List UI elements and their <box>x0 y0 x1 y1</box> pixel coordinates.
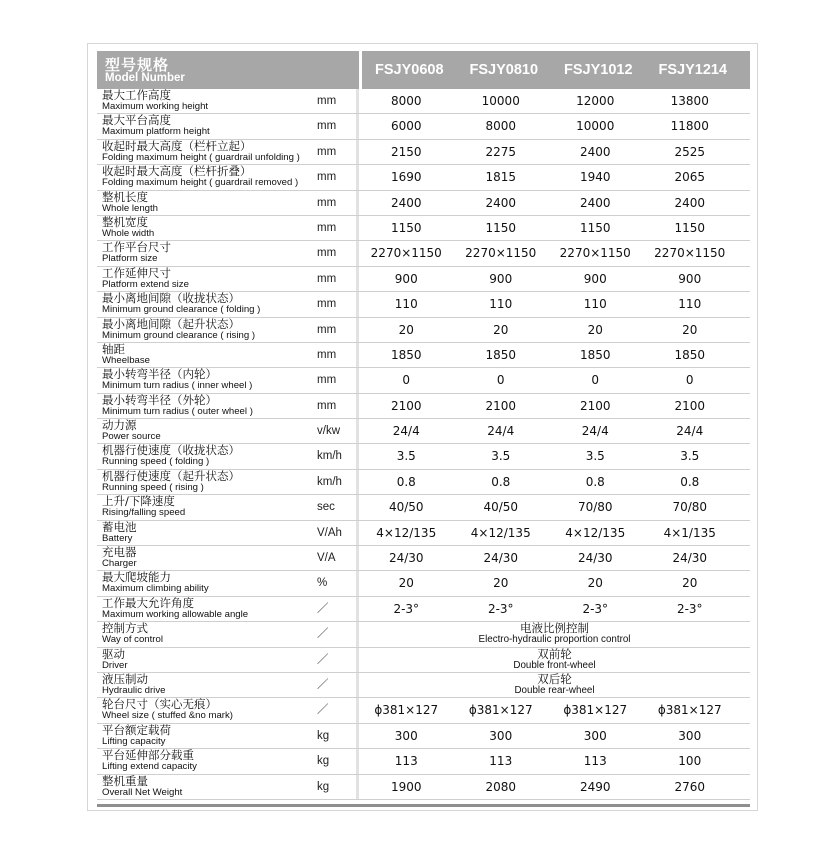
row-unit: ／ <box>315 673 359 697</box>
value-cell: 1850 <box>390 347 422 362</box>
row-unit: kg <box>315 775 359 799</box>
value-cell: 8000 <box>485 119 517 134</box>
value-cell: 24/4 <box>487 424 515 439</box>
value-cell: 0 <box>402 373 411 388</box>
row-unit: mm <box>315 394 359 418</box>
row-label-en: Charger <box>102 558 137 570</box>
value-cell: 2400 <box>390 195 422 210</box>
row-label-en: Folding maximum height ( guardrail unfolding ) <box>102 151 300 163</box>
row-label <box>97 673 315 697</box>
row-label-zh: 液压制动 <box>102 671 148 686</box>
table-row <box>97 292 750 317</box>
table-row <box>97 470 750 495</box>
row-label-zh: 动力源 <box>102 418 137 433</box>
value-cell: 110 <box>489 297 513 312</box>
row-label-zh: 驱动 <box>102 646 125 661</box>
row-label-zh: 最小离地间隙（起升状态） <box>102 316 240 331</box>
value-cell: 4×1/135 <box>663 525 716 540</box>
value-cell: 1150 <box>674 220 706 235</box>
spec-table <box>97 51 750 807</box>
table-row <box>97 394 750 419</box>
row-label-zh: 平台延伸部分载重 <box>102 748 194 763</box>
value-cell: 2275 <box>485 144 517 159</box>
row-unit: mm <box>315 216 359 240</box>
table-row <box>97 597 750 622</box>
value-cell: 2-3° <box>487 601 514 616</box>
row-label-zh: 轴距 <box>102 341 125 356</box>
value-cell: 2-3° <box>676 601 703 616</box>
value-cell: 113 <box>583 754 607 769</box>
row-unit: mm <box>315 318 359 342</box>
row-unit: ／ <box>315 597 359 621</box>
row-values <box>359 216 750 240</box>
value-cell: 40/50 <box>483 500 519 515</box>
row-label-en: Lifting extend capacity <box>102 761 197 773</box>
value-cell: 1150 <box>579 220 611 235</box>
row-label <box>97 724 315 748</box>
row-label-en: Rising/falling speed <box>102 507 186 519</box>
value-cell: 300 <box>678 728 702 743</box>
value-cell: 24/30 <box>577 551 613 566</box>
row-values <box>359 114 750 138</box>
table-row <box>97 749 750 774</box>
row-label <box>97 521 315 545</box>
table-row <box>97 89 750 114</box>
row-label <box>97 444 315 468</box>
value-cell: 2400 <box>485 195 517 210</box>
row-label-zh: 上升/下降速度 <box>102 494 175 509</box>
row-label-zh: 充电器 <box>102 545 137 560</box>
row-values <box>359 470 750 494</box>
row-unit: mm <box>315 165 359 189</box>
row-label-en: Whole length <box>102 202 158 214</box>
row-label-zh: 轮台尺寸（实心无痕） <box>102 697 217 712</box>
value-cell: 10000 <box>481 94 520 108</box>
row-values <box>359 673 750 697</box>
row-label <box>97 622 315 646</box>
row-label <box>97 749 315 773</box>
merged-value-en: Double rear-wheel <box>514 684 595 696</box>
value-cell: 110 <box>583 297 607 312</box>
row-values <box>359 318 750 342</box>
value-cell: ϕ381×127 <box>468 703 533 718</box>
value-cell: 1150 <box>390 220 422 235</box>
value-cell: 11800 <box>670 119 709 134</box>
value-cell: 2270×1150 <box>370 246 442 261</box>
row-label <box>97 495 315 519</box>
row-label-en: Overall Net Weight <box>102 786 183 798</box>
row-label-en: Minimum turn radius ( inner wheel ) <box>102 380 253 392</box>
row-values <box>359 546 750 570</box>
header-label-zh: 型号规格 <box>105 56 170 74</box>
model-header-4: FSJY1214 <box>658 62 728 78</box>
table-row <box>97 673 750 698</box>
model-header-3: FSJY1012 <box>563 62 633 78</box>
value-cell: 4×12/135 <box>470 525 531 540</box>
table-row <box>97 343 750 368</box>
value-cell: 113 <box>489 754 513 769</box>
row-unit: mm <box>315 241 359 265</box>
row-unit: ／ <box>315 698 359 722</box>
row-label <box>97 267 315 291</box>
row-label <box>97 114 315 138</box>
row-label <box>97 165 315 189</box>
value-cell: 1850 <box>485 347 517 362</box>
value-cell: 2-3° <box>582 601 609 616</box>
value-cell: 4×12/135 <box>565 525 626 540</box>
row-unit: sec <box>315 495 359 519</box>
row-unit: V/Ah <box>315 521 359 545</box>
value-cell: 1690 <box>390 170 422 185</box>
row-label <box>97 343 315 367</box>
table-row <box>97 140 750 165</box>
table-row <box>97 698 750 723</box>
value-cell: 2400 <box>579 144 611 159</box>
row-label-zh: 机器行使速度（收拢状态） <box>102 443 240 458</box>
value-cell: 2100 <box>674 398 706 413</box>
value-cell: 113 <box>394 754 418 769</box>
row-values <box>359 267 750 291</box>
row-label <box>97 470 315 494</box>
value-cell: 8000 <box>390 94 422 108</box>
value-cell: 1850 <box>674 347 706 362</box>
row-values <box>359 140 750 164</box>
table-row <box>97 267 750 292</box>
row-values <box>359 749 750 773</box>
value-cell: 13800 <box>670 94 709 108</box>
row-label-en: Wheel size ( stuffed &no mark) <box>102 710 233 722</box>
row-label-en: Maximum working height <box>102 101 209 112</box>
row-values <box>359 419 750 443</box>
row-label-en: Power source <box>102 431 161 443</box>
row-label-en: Minimum ground clearance ( folding ) <box>102 304 261 316</box>
header-label-en: Model Number <box>105 72 185 84</box>
row-label-zh: 平台额定载荷 <box>102 722 171 737</box>
value-cell: 20 <box>587 576 603 591</box>
row-unit: V/A <box>315 546 359 570</box>
table-row <box>97 444 750 469</box>
header-label-cell <box>97 51 359 89</box>
value-cell: 0.8 <box>491 474 511 489</box>
row-label-zh: 最小转弯半径（外轮） <box>102 392 217 407</box>
row-label-en: Wheelbase <box>102 354 150 366</box>
row-label-zh: 最大工作高度 <box>102 88 171 102</box>
table-header <box>97 51 750 89</box>
row-label <box>97 698 315 722</box>
table-row <box>97 724 750 749</box>
row-unit: mm <box>315 368 359 392</box>
row-label-en: Platform extend size <box>102 278 189 290</box>
table-row <box>97 546 750 571</box>
row-values <box>359 521 750 545</box>
row-label-zh: 工作延伸尺寸 <box>102 265 171 280</box>
row-label-en: Hydraulic drive <box>102 684 166 696</box>
table-body <box>97 89 750 800</box>
value-cell: 0 <box>591 373 600 388</box>
value-cell: 2100 <box>485 398 517 413</box>
row-label <box>97 571 315 595</box>
row-label-zh: 整机重量 <box>102 773 148 788</box>
value-cell: 3.5 <box>491 449 511 464</box>
value-cell: ϕ381×127 <box>657 703 722 718</box>
row-label-en: Driver <box>102 659 128 671</box>
value-cell: 24/30 <box>388 551 424 566</box>
merged-value-en: Electro-hydraulic proportion control <box>478 634 631 646</box>
row-unit: mm <box>315 191 359 215</box>
value-cell: 0.8 <box>680 474 700 489</box>
value-cell: 3.5 <box>680 449 700 464</box>
value-cell: 2080 <box>485 779 517 794</box>
value-cell: 24/30 <box>483 551 519 566</box>
value-cell: 24/4 <box>392 424 420 439</box>
row-label-zh: 蓄电池 <box>102 519 137 534</box>
table-row <box>97 521 750 546</box>
value-cell: 2270×1150 <box>465 246 537 261</box>
row-unit: mm <box>315 89 359 113</box>
value-cell: 2065 <box>674 170 706 185</box>
value-cell: 0 <box>685 373 694 388</box>
merged-value-cell <box>359 622 750 646</box>
table-row <box>97 648 750 673</box>
row-label <box>97 546 315 570</box>
value-cell: 1900 <box>390 779 422 794</box>
value-cell: 1850 <box>579 347 611 362</box>
value-cell: 2270×1150 <box>654 246 726 261</box>
row-label-zh: 整机长度 <box>102 189 148 204</box>
header-models <box>362 51 750 89</box>
value-cell: 300 <box>489 728 513 743</box>
value-cell: 1940 <box>579 170 611 185</box>
value-cell: 2400 <box>674 195 706 210</box>
merged-value-zh: 双后轮 <box>537 671 572 686</box>
row-label-en: Minimum turn radius ( outer wheel ) <box>102 405 253 417</box>
row-label-en: Platform size <box>102 253 158 265</box>
value-cell: 0 <box>496 373 505 388</box>
row-unit: mm <box>315 114 359 138</box>
value-cell: 20 <box>493 576 509 591</box>
table-row <box>97 495 750 520</box>
value-cell: 20 <box>682 576 698 591</box>
row-label-zh: 最大爬坡能力 <box>102 570 171 585</box>
value-cell: 24/4 <box>581 424 609 439</box>
row-unit: mm <box>315 292 359 316</box>
row-values <box>359 724 750 748</box>
row-label <box>97 216 315 240</box>
value-cell: 110 <box>394 297 418 312</box>
table-row <box>97 622 750 647</box>
value-cell: 900 <box>394 271 418 286</box>
row-label <box>97 241 315 265</box>
merged-value-cell <box>359 648 750 672</box>
row-label-zh: 整机宽度 <box>102 214 148 229</box>
value-cell: 900 <box>678 271 702 286</box>
value-cell: 10000 <box>576 119 615 134</box>
table-row <box>97 191 750 216</box>
value-cell: 300 <box>394 728 418 743</box>
value-cell: 3.5 <box>585 449 605 464</box>
bottom-rule <box>97 804 750 807</box>
row-label-en: Running speed ( folding ) <box>102 456 210 468</box>
row-label-en: Running speed ( rising ) <box>102 481 204 493</box>
row-values <box>359 622 750 646</box>
table-row <box>97 216 750 241</box>
value-cell: 70/80 <box>672 500 708 515</box>
row-label-en: Folding maximum height ( guardrail removed ) <box>102 177 299 189</box>
row-values <box>359 89 750 113</box>
value-cell: 1815 <box>485 170 517 185</box>
value-cell: 2100 <box>390 398 422 413</box>
row-label <box>97 368 315 392</box>
row-unit: mm <box>315 267 359 291</box>
value-cell: 900 <box>583 271 607 286</box>
row-label <box>97 394 315 418</box>
row-values <box>359 495 750 519</box>
row-unit: mm <box>315 140 359 164</box>
spec-sheet-frame <box>87 43 758 811</box>
row-label-zh: 收起时最大高度（栏杆折叠） <box>102 164 252 179</box>
row-label-en: Lifting capacity <box>102 735 166 747</box>
row-values <box>359 775 750 799</box>
merged-value-en: Double front-wheel <box>513 659 596 671</box>
value-cell: 900 <box>489 271 513 286</box>
value-cell: 20 <box>493 322 509 337</box>
row-label-en: Whole width <box>102 227 155 239</box>
value-cell: 2760 <box>674 779 706 794</box>
row-values <box>359 597 750 621</box>
row-label-en: Battery <box>102 532 133 544</box>
value-cell: 100 <box>678 754 702 769</box>
row-label <box>97 140 315 164</box>
row-values <box>359 343 750 367</box>
row-label-en: Minimum ground clearance ( rising ) <box>102 329 256 341</box>
row-label-zh: 工作最大允许角度 <box>102 595 194 610</box>
row-unit: kg <box>315 749 359 773</box>
value-cell: 0.8 <box>396 474 416 489</box>
row-label-en: Maximum working allowable angle <box>102 608 249 620</box>
value-cell: 6000 <box>390 119 422 134</box>
row-values <box>359 394 750 418</box>
table-row <box>97 318 750 343</box>
merged-value-zh: 双前轮 <box>537 646 572 661</box>
row-values <box>359 292 750 316</box>
row-label <box>97 191 315 215</box>
merged-value-cell <box>359 673 750 697</box>
row-label <box>97 775 315 799</box>
value-cell: 24/30 <box>672 551 708 566</box>
row-label-zh: 机器行使速度（起升状态） <box>102 468 240 483</box>
value-cell: 2100 <box>579 398 611 413</box>
row-label <box>97 419 315 443</box>
merged-value-zh: 电液比例控制 <box>520 621 589 636</box>
row-values <box>359 241 750 265</box>
value-cell: 1150 <box>485 220 517 235</box>
row-label-zh: 收起时最大高度（栏杆立起） <box>102 138 252 153</box>
row-label-en: Way of control <box>102 634 163 646</box>
row-label-en: Maximum platform height <box>102 126 210 138</box>
value-cell: 70/80 <box>577 500 613 515</box>
row-label-zh: 控制方式 <box>102 621 148 636</box>
value-cell: 24/4 <box>676 424 704 439</box>
row-label <box>97 292 315 316</box>
table-row <box>97 114 750 139</box>
row-label <box>97 318 315 342</box>
value-cell: 300 <box>583 728 607 743</box>
table-row <box>97 241 750 266</box>
value-cell: 0.8 <box>585 474 605 489</box>
row-values <box>359 368 750 392</box>
value-cell: ϕ381×127 <box>563 703 628 718</box>
row-unit: ／ <box>315 622 359 646</box>
row-label <box>97 89 315 113</box>
row-label <box>97 648 315 672</box>
row-values <box>359 648 750 672</box>
row-label-en: Maximum climbing ability <box>102 583 209 595</box>
value-cell: 2270×1150 <box>559 246 631 261</box>
table-row <box>97 165 750 190</box>
value-cell: 20 <box>398 576 414 591</box>
row-values <box>359 165 750 189</box>
row-label-zh: 最大平台高度 <box>102 113 171 128</box>
row-unit: ／ <box>315 648 359 672</box>
model-header-2: FSJY0810 <box>469 62 539 78</box>
value-cell: 110 <box>678 297 702 312</box>
row-unit: kg <box>315 724 359 748</box>
row-label-zh: 最小转弯半径（内轮） <box>102 367 217 382</box>
row-label <box>97 597 315 621</box>
row-values <box>359 191 750 215</box>
value-cell: 2490 <box>579 779 611 794</box>
value-cell: 4×12/135 <box>376 525 437 540</box>
value-cell: 20 <box>587 322 603 337</box>
value-cell: 20 <box>398 322 414 337</box>
row-unit: km/h <box>315 470 359 494</box>
value-cell: 12000 <box>576 94 615 108</box>
table-row <box>97 419 750 444</box>
value-cell: 3.5 <box>396 449 416 464</box>
value-cell: 2150 <box>390 144 422 159</box>
row-label-zh: 最小离地间隙（收拢状态） <box>102 291 240 306</box>
model-header-1: FSJY0608 <box>374 62 444 78</box>
row-label-zh: 工作平台尺寸 <box>102 240 171 255</box>
table-row <box>97 775 750 800</box>
row-unit: v/kw <box>315 419 359 443</box>
row-unit: % <box>315 571 359 595</box>
row-values <box>359 571 750 595</box>
row-unit: km/h <box>315 444 359 468</box>
value-cell: 40/50 <box>388 500 424 515</box>
table-row <box>97 368 750 393</box>
value-cell: 2-3° <box>393 601 420 616</box>
value-cell: 2400 <box>579 195 611 210</box>
table-row <box>97 571 750 596</box>
row-values <box>359 444 750 468</box>
value-cell: 20 <box>682 322 698 337</box>
value-cell: 2525 <box>674 144 706 159</box>
row-unit: mm <box>315 343 359 367</box>
row-values <box>359 698 750 722</box>
value-cell: ϕ381×127 <box>374 703 439 718</box>
